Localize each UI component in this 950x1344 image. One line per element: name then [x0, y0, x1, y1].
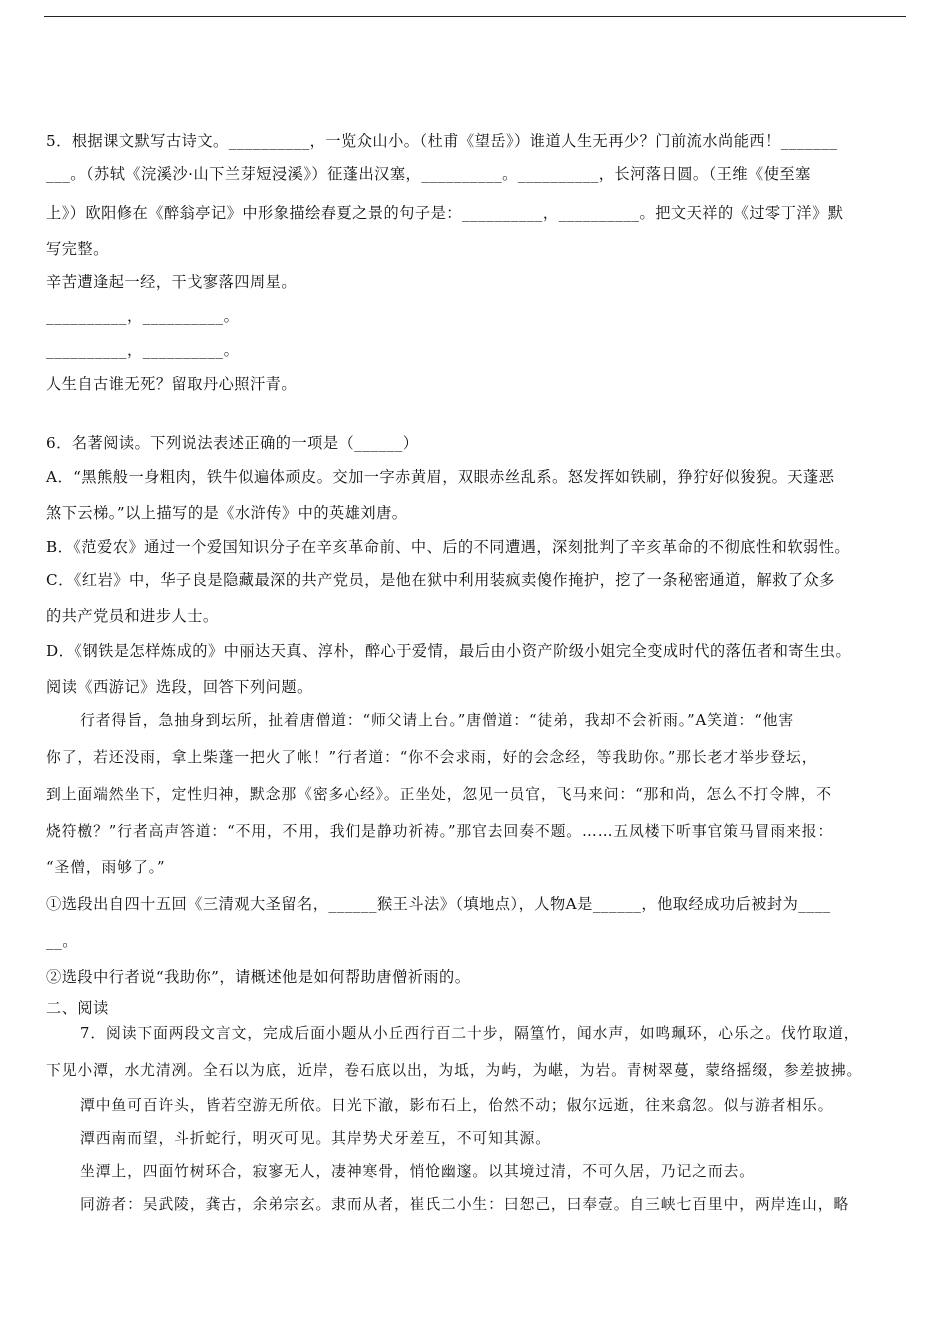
q5-poem-blank-2: __________，__________。: [46, 341, 240, 359]
q6-option-b: B．《范爱农》通过一个爱国知识分子在辛亥革命前、中、后的不同遭遇，深刻批判了辛亥革命的不彻底性和软弱性。: [46, 538, 851, 556]
q5-poem-blank-1: __________，__________。: [46, 307, 240, 325]
q6-subquestion-2: ②选段中行者说“我助你”，请概述他是如何帮助唐僧祈雨的。: [46, 968, 471, 986]
q7-line-4: 潭西南而望，斗折蛇行，明灭可见。其岸势犬牙差互，不可知其源。: [80, 1130, 551, 1147]
section-heading: 二、阅读: [46, 999, 109, 1017]
q6-stem: 6．名著阅读。下列说法表述正确的一项是（______）: [46, 434, 419, 452]
passage-line-4: 烧符檄？”行者高声答道：“不用，不用，我们是静功祈祷。”那官去回奏不题。……五凤楼下听事官策马冒雨来报：: [46, 823, 834, 840]
q7-line-2: 下见小潭，水尤清冽。全石以为底，近岸，卷石底以出，为坻，为屿，为嵁，为岩。青树翠蔓，蒙络摇缀，参差披拂。: [46, 1062, 863, 1079]
q5-poem-line-1: 辛苦遭逢起一经，干戈寥落四周星。: [46, 273, 297, 291]
passage-line-3: 到上面端然坐下，定性归神，默念那《密多心经》。正坐处，忽见一员官，飞马来问：“那和尚，怎么不打令牌，不: [46, 786, 832, 803]
q5-line-2: ___。（苏轼《浣溪沙·山下兰芽短浸溪》）征蓬出汉塞，__________。__________，长河落日圆。（王维《使至塞: [46, 165, 811, 183]
q7-line-6: 同游者：吴武陵，龚古，余弟宗玄。隶而从者，崔氏二小生：曰恕己，曰奉壹。自三峡七百里中，两岸连山，略: [80, 1196, 850, 1213]
q5-line-4: 写完整。: [46, 240, 109, 258]
q6-subquestion-1-line-2: __。: [46, 932, 78, 950]
q6-reading-intro: 阅读《西游记》选段，回答下列问题。: [46, 678, 313, 696]
q6-option-c-line-2: 的共产党员和进步人士。: [46, 607, 219, 625]
q6-option-d: D．《钢铁是怎样炼成的》中丽达天真、淳朴，醉心于爱情，最后由小资产阶级小姐完全变成时代的落伍者和寄生虫。: [46, 642, 852, 660]
q7-line-3: 潭中鱼可百许头，皆若空游无所依。日光下澈，影布石上，佁然不动；俶尔远逝，往来翕忽。似与游者相乐。: [80, 1097, 834, 1114]
q5-line-1: 5．根据课文默写古诗文。__________，一览众山小。（杜甫《望岳》）谁道人生无再少？门前流水尚能西！_______: [46, 132, 838, 150]
q6-subquestion-1-line-1: ①选段出自四十五回《三清观大圣留名，______猴王斗法》（填地点），人物A是______，他取经成功后被封为____: [46, 895, 831, 913]
q6-option-a-line-1: A．“黑熊般一身粗肉，铁牛似遍体顽皮。交加一字赤黄眉，双眼赤丝乱系。怒发挥如铁刷，狰狞好似狻猊。天蓬恶: [46, 468, 835, 486]
passage-line-1: 行者得旨，急抽身到坛所，扯着唐僧道：“师父请上台。”唐僧道：“徒弟，我却不会祈雨。”A笑道：“他害: [80, 712, 795, 729]
q5-line-3: 上》）欧阳修在《醉翁亭记》中形象描绘春夏之景的句子是：__________，__________。把文天祥的《过零丁洋》默: [46, 204, 844, 222]
q7-line-5: 坐潭上，四面竹树环合，寂寥无人，凄神寒骨，悄怆幽邃。以其境过清，不可久居，乃记之而去。: [80, 1163, 755, 1180]
q5-poem-line-4: 人生自古谁无死？留取丹心照汗青。: [46, 375, 297, 393]
q7-line-1: 7．阅读下面两段文言文，完成后面小题从小丘西行百二十步，隔篁竹，闻水声，如鸣珮环，心乐之。伐竹取道，: [80, 1025, 860, 1042]
q6-option-c-line-1: C．《红岩》中，华子良是隐藏最深的共产党员，是他在狱中利用装疯卖傻作掩护，挖了一条秘密通道，解救了众多: [46, 571, 835, 589]
passage-line-5: “圣僧，雨够了。”: [46, 859, 166, 876]
header-rule: [44, 16, 906, 17]
q6-option-a-line-2: 煞下云梯。”以上描写的是《水浒传》中的英雄刘唐。: [46, 504, 408, 522]
passage-line-2: 你了，若还没雨，拿上柴蓬一把火了帐！”行者道：“你不会求雨，好的会念经，等我助你。”那长老才举步登坛，: [46, 749, 818, 766]
